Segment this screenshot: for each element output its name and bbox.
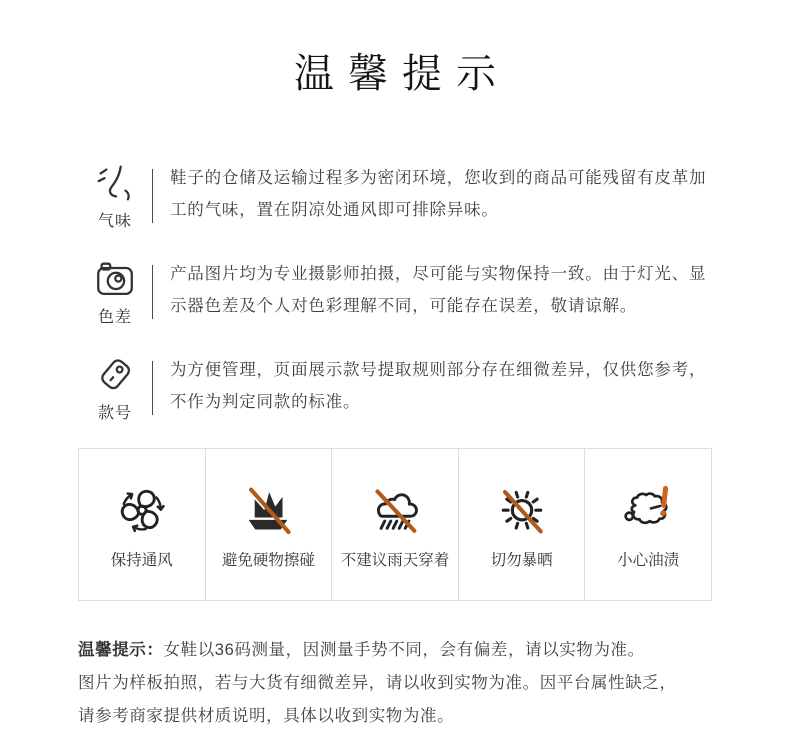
oil-warning-icon bbox=[619, 480, 677, 548]
notice-row-style-number bbox=[78, 352, 712, 423]
care-cell-no-rain bbox=[331, 448, 459, 601]
bottom-note-line-3: 请参考商家提供材质说明，具体以收到实物为准。 bbox=[78, 707, 455, 725]
notice-text: 产品图片均为专业摄影师拍摄，尽可能与实物保持一致。由于灯光、显示器色差及个人对色彩理解不同，可能存在误差，敬请谅解。 bbox=[170, 265, 707, 315]
care-label: 避免硬物擦碰 bbox=[221, 551, 315, 569]
no-hard-objects-icon bbox=[239, 480, 297, 548]
fan-icon bbox=[113, 480, 171, 548]
page-title: 温馨提示 bbox=[294, 52, 510, 96]
bottom-note-line-2: 图片为样板拍照，若与大货有细微差异，请以收到实物为准。因平台属性缺乏， bbox=[78, 674, 677, 692]
care-tips-grid bbox=[78, 448, 712, 601]
notice-text: 为方便管理，页面展示款号提取规则部分存在细微差异，仅供您参考，不作为判定同款的标准。 bbox=[170, 361, 707, 411]
camera-icon bbox=[92, 256, 138, 302]
notices-section bbox=[78, 160, 712, 423]
notice-label: 款号 bbox=[97, 405, 132, 422]
care-cell-no-sun bbox=[458, 448, 586, 601]
notice-left-smell bbox=[78, 160, 152, 231]
care-cell-ventilation bbox=[78, 448, 206, 601]
care-label: 切勿暴晒 bbox=[490, 551, 553, 569]
notice-text: 鞋子的仓储及运输过程多为密闭环境，您收到的商品可能残留有皮革加工的气味，置在阴凉处通风即可排除异味。 bbox=[170, 169, 707, 219]
no-sun-icon bbox=[493, 480, 551, 548]
bottom-note-prefix: 温馨提示： bbox=[78, 641, 164, 659]
notice-label: 色差 bbox=[97, 309, 132, 326]
bottom-note bbox=[78, 634, 712, 733]
notice-left-style-number bbox=[78, 352, 152, 423]
tag-icon bbox=[92, 352, 138, 398]
notice-left-color bbox=[78, 256, 152, 327]
care-cell-no-hard-objects bbox=[205, 448, 333, 601]
bottom-note-line-1 bbox=[78, 634, 712, 667]
notice-label: 气味 bbox=[97, 213, 132, 230]
care-label: 不建议雨天穿着 bbox=[340, 551, 450, 569]
notice-row-color bbox=[78, 256, 712, 327]
notice-row-smell bbox=[78, 160, 712, 231]
bottom-note-text: 女鞋以36码测量，因测量手势不同，会有偏差，请以实物为准。 bbox=[163, 641, 645, 659]
smell-icon bbox=[92, 160, 138, 206]
no-rain-icon bbox=[366, 480, 424, 548]
care-cell-oil-warning bbox=[584, 448, 712, 601]
care-label: 保持通风 bbox=[110, 551, 173, 569]
care-label: 小心油渍 bbox=[617, 551, 680, 569]
